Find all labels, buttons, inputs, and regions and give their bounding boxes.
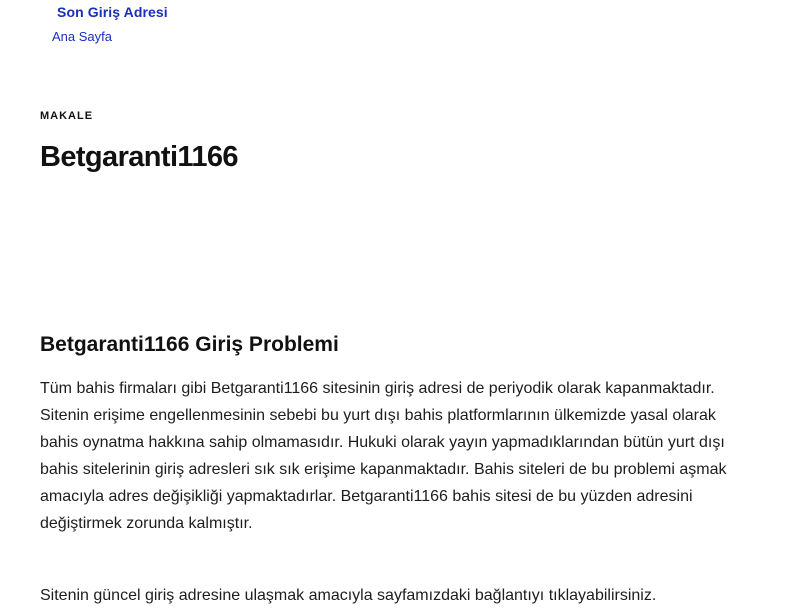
nav-home-link[interactable]: Ana Sayfa xyxy=(52,29,112,44)
post-title: Betgaranti1166 xyxy=(40,141,238,173)
category-label: MAKALE xyxy=(40,110,94,122)
site-header xyxy=(0,0,800,60)
site-title-link[interactable]: Son Giriş Adresi xyxy=(57,4,168,20)
section-heading: Betgaranti1166 Giriş Problemi xyxy=(40,333,339,356)
article-paragraph: Tüm bahis firmaları gibi Betgaranti1166 sitesinin giriş adresi de periyodik olarak kapanmaktadır. Sitenin erişime engellenmesinin sebebi bu yurt dışı bahis platformlarının ülkemizde yasal olarak bahis oynatma hakkına sahip olmamasıdır. Hukuki olarak yayın yapmadıklarından bütün yurt dışı bahis sitelerinin giriş adresleri sık sık erişime kapanmaktadır. Bahis siteleri de bu problemi aşmak amacıyla adres değişikliği yapmaktadırlar. Betgaranti1166 bahis sitesi de bu yüzden adresini değiştirmek zorunda kalmıştır. xyxy=(40,380,727,532)
article-paragraph: Sitenin güncel giriş adresine ulaşmak amacıyla sayfamızdaki bağlantıyı tıklayabilirsiniz. xyxy=(40,587,657,604)
